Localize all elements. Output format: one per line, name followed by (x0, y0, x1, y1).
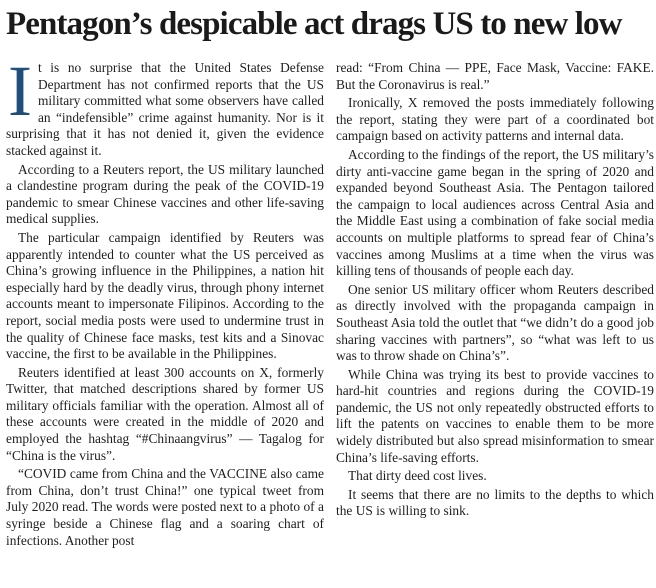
article-column-right (336, 60, 654, 522)
article-paragraph: According to the findings of the report, the US military’s dirty anti-vaccine game began in the spring of 2020 and expanded beyond Southeast Asia. The Pentagon tailored the campaign to local audiences across Central Asia and the Middle East using a combination of fake social media accounts on multiple platforms to spread fear of China’s vaccines among Muslims at a time when the virus was killing tens of thousands of people each day. (336, 146, 654, 279)
article-paragraph: While China was trying its best to provide vaccines to hard-hit countries and regions during the COVID-19 pandemic, the US not only repeatedly obstructed efforts to lift the patents on vaccines to enable them to be more widely distributed but also spread misinformation to smear China’s life-saving efforts. (336, 366, 654, 465)
article-paragraph: Ironically, X removed the posts immediately following the report, stating they were part of a coordinated bot campaign based on activity patterns and internal data. (336, 95, 654, 144)
article-paragraph: Reuters identified at least 300 accounts on X, formerly Twitter, that matched descriptions shared by former US military officials familiar with the operation. Almost all of these accounts were created in the middle of 2020 and employed the hashtag “#Chinaangvirus” — Tagalog for “China is the virus”. (6, 364, 324, 463)
article-paragraph: “COVID came from China and the VACCINE also came from China, don’t trust China!” one typical tweet from July 2020 read. The words were posted next to a photo of a syringe beside a Chinese flag and a soaring chart of infections. Another post (6, 466, 324, 548)
article-paragraph: According to a Reuters report, the US military launched a clandestine program during the peak of the COVID-19 pandemic to smear Chinese vaccines and other life-saving medical supplies. (6, 161, 324, 227)
article-paragraph: It seems that there are no limits to the depths to which the US is willing to sink. (336, 486, 654, 519)
article-paragraph: The particular campaign identified by Reuters was apparently intended to counter what the US perceived as China’s growing influence in the Philippines, a nation hit especially hard by the deadly virus, through phony internet accounts meant to impersonate Filipinos. According to the report, social media posts were used to undermine trust in the quality of Chinese face masks, test kits and a Sinovac vaccine, the first to be available in the Philippines. (6, 229, 324, 362)
article-paragraph (6, 51, 324, 160)
article-paragraph: That dirty deed cost lives. (348, 468, 487, 484)
paragraph-text: t is no surprise that the United States Defense Department has not confirmed reports that the US military committed what some observers have called an “indefensible” crime against humanity. Nor is it surprising that it has not denied it, given the evidence stacked against it. (6, 60, 324, 158)
article-column-left (6, 51, 324, 551)
article-paragraph: One senior US military officer whom Reuters described as directly involved with the propaganda campaign in Southeast Asia told the outlet that “we didn’t do a good job sharing vaccines with partners”, so “what was left to us was to throw shade on China’s”. (336, 281, 654, 364)
article-paragraph: read: “From China — PPE, Face Mask, Vaccine: FAKE. But the Coronavirus is real.” (336, 60, 654, 92)
headline: Pentagon’s despicable act drags US to new low (6, 6, 622, 42)
drop-cap: I (8, 51, 32, 131)
